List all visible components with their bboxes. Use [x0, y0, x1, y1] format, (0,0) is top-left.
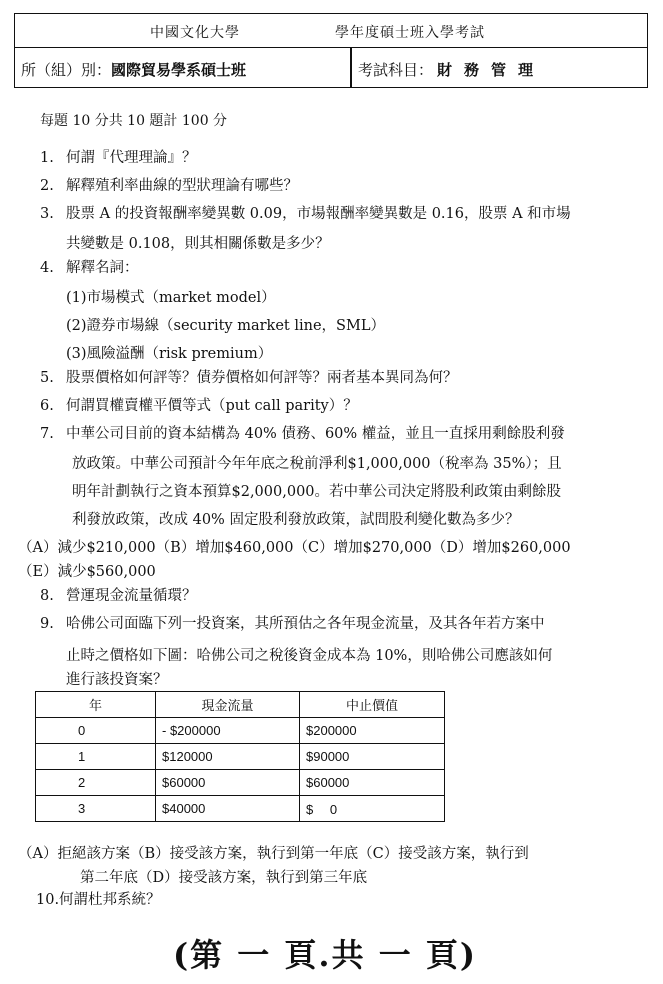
table-header: 中止價值 — [300, 692, 445, 718]
question-4 — [40, 258, 139, 279]
header-divider — [350, 48, 352, 88]
table-cell: 1 — [36, 744, 156, 770]
question-9-options: （A）拒絕該方案（B）接受該方案，執行到第一年底（C）接受該方案，執行到 — [18, 846, 529, 862]
department-label: 所（組）別： — [21, 61, 112, 79]
header-info-row — [15, 48, 647, 88]
question-7-options: （E）減少$560,000 — [18, 564, 156, 580]
table-cell: 0 — [36, 718, 156, 744]
table-cell: $120000 — [156, 744, 300, 770]
header-title-row — [15, 14, 647, 48]
question-9-options: 第二年底（D）接受該方案，執行到第三年底 — [80, 870, 368, 886]
question-number: 8. — [40, 588, 54, 604]
question-number: 4. — [40, 260, 54, 276]
question-number: 6. — [40, 398, 54, 414]
question-number: 2. — [40, 178, 54, 194]
table-header: 年 — [36, 692, 156, 718]
question-8 — [40, 586, 197, 607]
question-text: 股票價格如何評等？債券價格如何評等？兩者基本異同為何？ — [66, 370, 458, 386]
exam-header — [14, 13, 648, 88]
question-7-line: 放政策。中華公司預計今年年底之稅前淨利$1,000,000（稅率為 35%）；且 — [72, 456, 562, 472]
table-row — [36, 744, 445, 770]
department-value: 國際貿易學系碩士班 — [111, 61, 247, 79]
subject — [358, 59, 545, 80]
question-9-line: 止時之價格如下圖：哈佛公司之稅後資金成本為 10%，則哈佛公司應該如何 — [66, 648, 553, 664]
exam-title: 學年度碩士班入學考試 — [335, 25, 485, 41]
subject-value: 財務管理 — [437, 61, 546, 79]
table-header-row — [36, 692, 445, 718]
scoring-instructions: 每題 10 分共 10 題計 100 分 — [40, 113, 228, 129]
question-7-options: （A）減少$210,000（B）增加$460,000（C）增加$270,000（D）增加$260,000 — [18, 540, 571, 556]
table-row — [36, 796, 445, 822]
table-cell: $ 0 — [300, 796, 445, 822]
question-3-line-2: 共變數是 0.108，則其相關係數是多少？ — [66, 236, 330, 252]
table-cell: $60000 — [156, 770, 300, 796]
subject-label: 考試科目： — [358, 61, 434, 79]
department — [21, 59, 246, 80]
table-cell: 3 — [36, 796, 156, 822]
question-text: 營運現金流量循環？ — [66, 588, 197, 604]
question-10: 10.何謂杜邦系統？ — [36, 892, 161, 908]
question-2 — [40, 176, 298, 197]
question-5 — [40, 368, 458, 389]
table-cell: 2 — [36, 770, 156, 796]
table-cell: - $200000 — [156, 718, 300, 744]
table-cell: $40000 — [156, 796, 300, 822]
question-9-line: 進行該投資案？ — [66, 672, 168, 688]
term-item: (2)證券市場線（security market line，SML） — [66, 318, 385, 334]
question-text: 哈佛公司面臨下列一投資案，其所預估之各年現金流量，及其各年若方案中 — [66, 616, 545, 632]
page-footer: (第 一 頁.共 一 頁) — [173, 936, 477, 974]
question-7-line: 明年計劃執行之資本預算$2,000,000。若中華公司決定將股利政策由剩餘股 — [72, 484, 562, 500]
question-6 — [40, 396, 358, 417]
table-cell: $60000 — [300, 770, 445, 796]
question-9 — [40, 614, 545, 635]
question-text: 股票 A 的投資報酬率變異數 0.09，市場報酬率變異數是 0.16，股票 A 和市場 — [66, 206, 571, 222]
question-number: 7. — [40, 426, 54, 442]
university-name: 中國文化大學 — [150, 25, 240, 41]
question-text: 中華公司目前的資本結構為 40% 債務、60% 權益，並且一直採用剩餘股利發 — [66, 426, 565, 442]
question-number: 5. — [40, 370, 54, 386]
question-3 — [40, 204, 571, 225]
table-row — [36, 718, 445, 744]
table-row — [36, 770, 445, 796]
table-header: 現金流量 — [156, 692, 300, 718]
question-text: 解釋名詞： — [66, 260, 139, 276]
question-number: 3. — [40, 206, 54, 222]
question-text: 何謂『代理理論』？ — [66, 150, 197, 166]
question-1 — [40, 148, 197, 169]
term-item: (3)風險溢酬（risk premium） — [66, 346, 273, 362]
question-number: 9. — [40, 616, 54, 632]
question-text: 解釋殖利率曲線的型狀理論有哪些？ — [66, 178, 298, 194]
investment-table — [35, 691, 445, 822]
term-item: (1)市場模式（market model） — [66, 290, 276, 306]
question-7 — [40, 424, 565, 445]
question-number: 1. — [40, 150, 54, 166]
table-cell: $200000 — [300, 718, 445, 744]
question-7-line: 利發放政策，改成 40% 固定股利發放政策，試問股利變化數為多少？ — [72, 512, 520, 528]
table-cell: $90000 — [300, 744, 445, 770]
question-text: 何謂買權賣權平價等式（put call parity）？ — [66, 398, 358, 414]
